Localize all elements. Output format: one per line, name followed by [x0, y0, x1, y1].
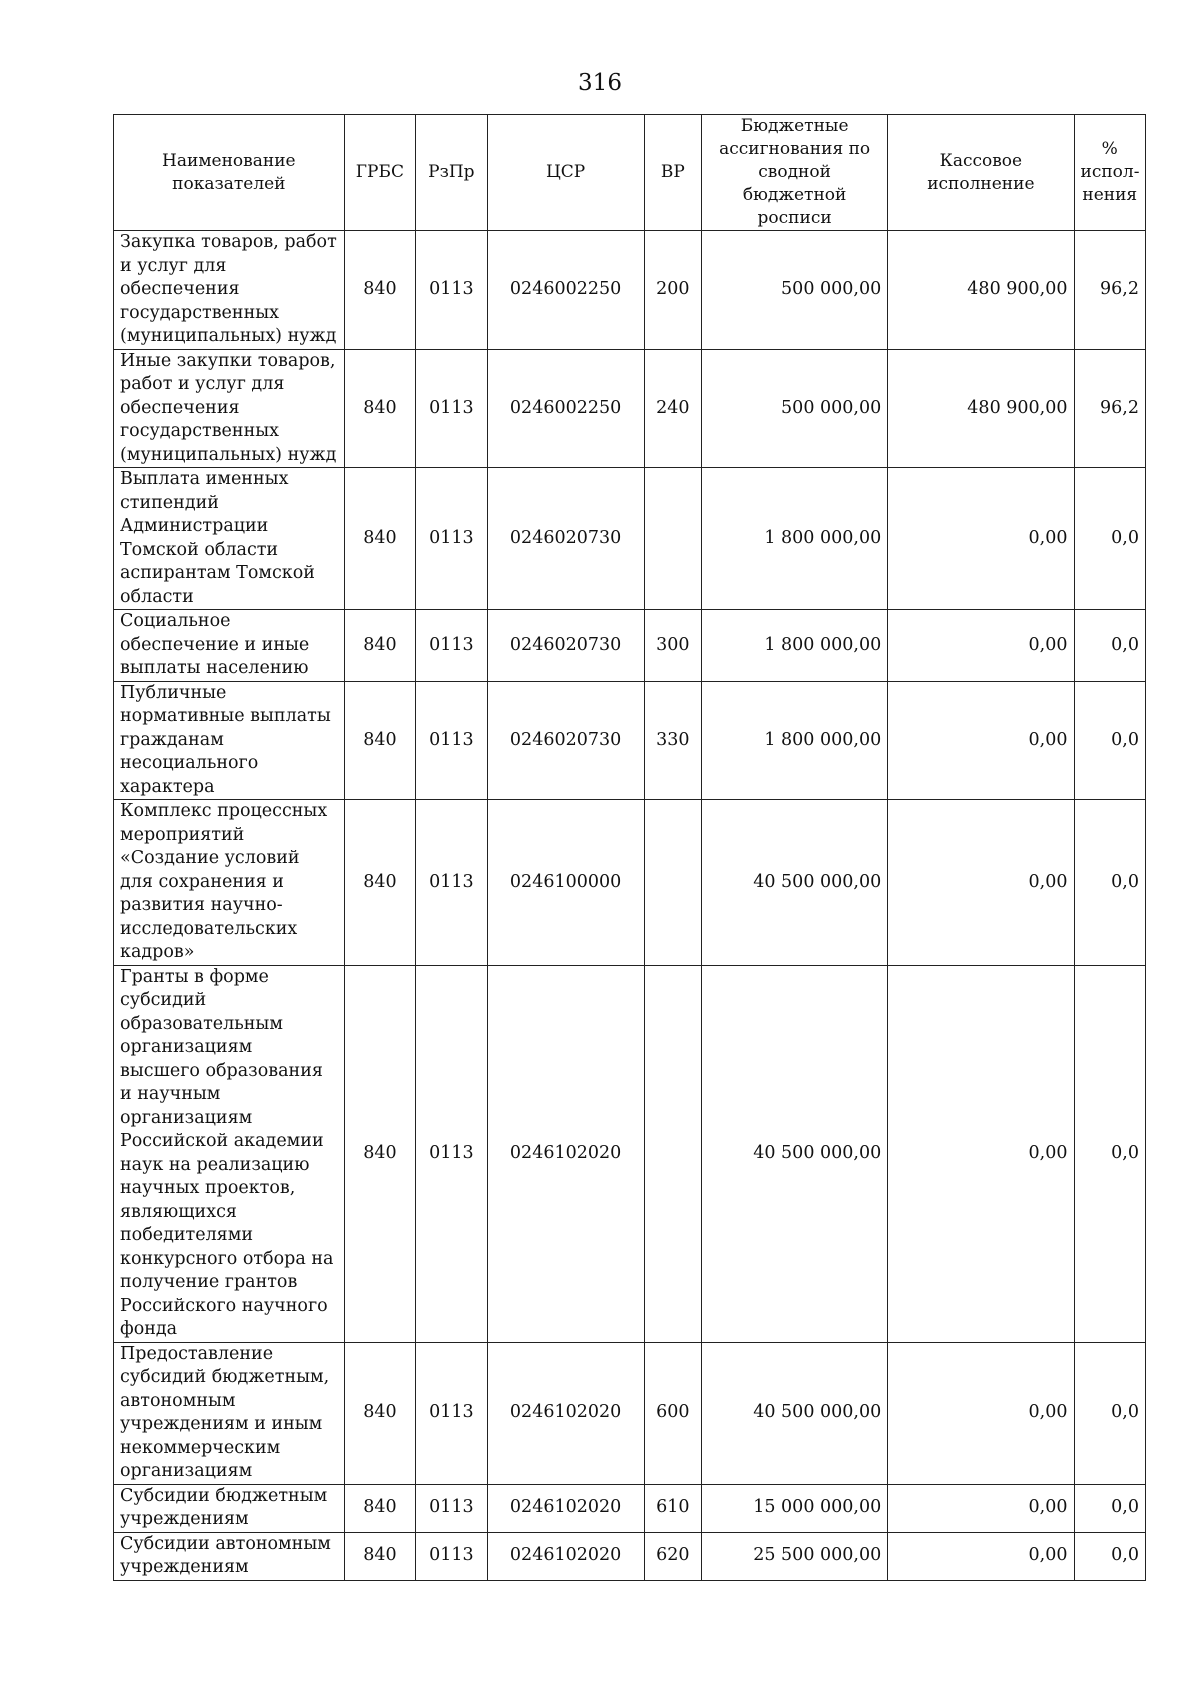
- row-percent: 0,0: [1074, 1532, 1146, 1580]
- row-vr: 600: [644, 1342, 701, 1484]
- row-vr: [644, 965, 701, 1342]
- row-budget: 1 800 000,00: [702, 610, 888, 682]
- row-rzpr: 0113: [416, 610, 487, 682]
- row-rzpr: 0113: [416, 681, 487, 800]
- row-name: Субсидии автономным учреждениям: [114, 1532, 345, 1580]
- row-percent: 0,0: [1074, 1342, 1146, 1484]
- row-percent: 96,2: [1074, 349, 1146, 468]
- row-percent: 0,0: [1074, 610, 1146, 682]
- budget-execution-table: [113, 114, 1146, 1581]
- row-budget: 1 800 000,00: [702, 468, 888, 610]
- row-csr: 0246102020: [487, 1532, 644, 1580]
- row-budget: 500 000,00: [702, 231, 888, 350]
- row-grbs: 840: [344, 468, 415, 610]
- row-name: Выплата именных стипендий Администрации Томской области аспирантам Томской области: [114, 468, 345, 610]
- row-vr: 300: [644, 610, 701, 682]
- row-cash: 0,00: [888, 800, 1074, 966]
- row-budget: 15 000 000,00: [702, 1484, 888, 1532]
- header-grbs: ГРБС: [344, 115, 415, 231]
- row-vr: [644, 800, 701, 966]
- row-name: Комплекс процессных мероприятий «Создание условий для сохранения и развития научно-исследовательских кадров»: [114, 800, 345, 966]
- row-cash: 480 900,00: [888, 231, 1074, 350]
- row-cash: 0,00: [888, 1484, 1074, 1532]
- row-vr: 330: [644, 681, 701, 800]
- header-vr: ВР: [644, 115, 701, 231]
- row-percent: 0,0: [1074, 468, 1146, 610]
- row-vr: [644, 468, 701, 610]
- row-csr: 0246020730: [487, 681, 644, 800]
- header-rzpr: РзПр: [416, 115, 487, 231]
- row-csr: 0246020730: [487, 468, 644, 610]
- row-percent: 0,0: [1074, 965, 1146, 1342]
- row-vr: 620: [644, 1532, 701, 1580]
- header-percent: % испол-нения: [1074, 115, 1146, 231]
- row-rzpr: 0113: [416, 1532, 487, 1580]
- table-row: [114, 1342, 1146, 1484]
- row-vr: 200: [644, 231, 701, 350]
- row-cash: 0,00: [888, 610, 1074, 682]
- row-cash: 0,00: [888, 1532, 1074, 1580]
- row-rzpr: 0113: [416, 965, 487, 1342]
- row-csr: 0246102020: [487, 1342, 644, 1484]
- row-grbs: 840: [344, 965, 415, 1342]
- table-row: [114, 349, 1146, 468]
- table-row: [114, 1532, 1146, 1580]
- table-row: [114, 965, 1146, 1342]
- table-row: [114, 800, 1146, 966]
- row-budget: 40 500 000,00: [702, 965, 888, 1342]
- row-percent: 96,2: [1074, 231, 1146, 350]
- header-cash: Кассовое исполнение: [888, 115, 1074, 231]
- row-csr: 0246020730: [487, 610, 644, 682]
- row-grbs: 840: [344, 1342, 415, 1484]
- row-budget: 500 000,00: [702, 349, 888, 468]
- row-name: Социальное обеспечение и иные выплаты населению: [114, 610, 345, 682]
- row-name: Предоставление субсидий бюджетным, автономным учреждениям и иным некоммерческим организациям: [114, 1342, 345, 1484]
- table-row: [114, 610, 1146, 682]
- row-rzpr: 0113: [416, 800, 487, 966]
- table-header-row: [114, 115, 1146, 231]
- row-name: Гранты в форме субсидий образовательным организациям высшего образования и научным организациям Российской академии наук на реализацию научных проектов, являющихся победителями конкурсного отбора на получение грантов Российского научного фонда: [114, 965, 345, 1342]
- row-grbs: 840: [344, 681, 415, 800]
- header-name: Наименование показателей: [114, 115, 345, 231]
- row-vr: 240: [644, 349, 701, 468]
- row-budget: 40 500 000,00: [702, 1342, 888, 1484]
- row-cash: 0,00: [888, 965, 1074, 1342]
- row-name: Публичные нормативные выплаты гражданам несоциального характера: [114, 681, 345, 800]
- row-csr: 0246100000: [487, 800, 644, 966]
- row-csr: 0246102020: [487, 965, 644, 1342]
- table-body: [114, 231, 1146, 1581]
- row-vr: 610: [644, 1484, 701, 1532]
- table-row: [114, 231, 1146, 350]
- row-csr: 0246102020: [487, 1484, 644, 1532]
- row-name: Закупка товаров, работ и услуг для обеспечения государственных (муниципальных) нужд: [114, 231, 345, 350]
- row-csr: 0246002250: [487, 231, 644, 350]
- row-name: Субсидии бюджетным учреждениям: [114, 1484, 345, 1532]
- row-percent: 0,0: [1074, 800, 1146, 966]
- row-rzpr: 0113: [416, 1342, 487, 1484]
- row-grbs: 840: [344, 231, 415, 350]
- header-csr: ЦСР: [487, 115, 644, 231]
- row-grbs: 840: [344, 610, 415, 682]
- row-cash: 0,00: [888, 1342, 1074, 1484]
- row-rzpr: 0113: [416, 1484, 487, 1532]
- row-cash: 480 900,00: [888, 349, 1074, 468]
- row-budget: 25 500 000,00: [702, 1532, 888, 1580]
- row-grbs: 840: [344, 349, 415, 468]
- row-rzpr: 0113: [416, 468, 487, 610]
- row-percent: 0,0: [1074, 1484, 1146, 1532]
- row-cash: 0,00: [888, 681, 1074, 800]
- table-row: [114, 681, 1146, 800]
- row-rzpr: 0113: [416, 231, 487, 350]
- row-name: Иные закупки товаров, работ и услуг для обеспечения государственных (муниципальных) нужд: [114, 349, 345, 468]
- page-number: 316: [578, 70, 622, 96]
- row-grbs: 840: [344, 1532, 415, 1580]
- table-row: [114, 1484, 1146, 1532]
- row-csr: 0246002250: [487, 349, 644, 468]
- row-grbs: 840: [344, 1484, 415, 1532]
- table-row: [114, 468, 1146, 610]
- row-percent: 0,0: [1074, 681, 1146, 800]
- row-budget: 40 500 000,00: [702, 800, 888, 966]
- row-cash: 0,00: [888, 468, 1074, 610]
- header-budget: Бюджетные ассигнования по сводной бюджетной росписи: [702, 115, 888, 231]
- row-rzpr: 0113: [416, 349, 487, 468]
- row-budget: 1 800 000,00: [702, 681, 888, 800]
- row-grbs: 840: [344, 800, 415, 966]
